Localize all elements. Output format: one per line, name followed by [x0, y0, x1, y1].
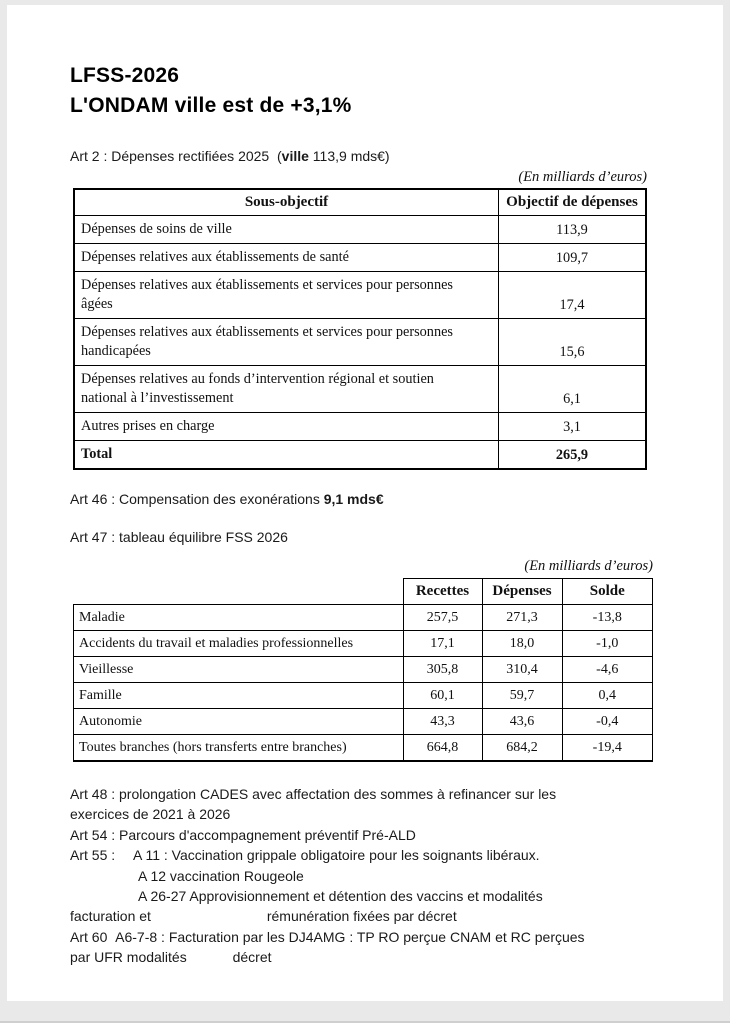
art55-a12-line: A 12 vaccination Rougeole	[138, 867, 304, 884]
row-recettes: 17,1	[403, 631, 482, 657]
table-row	[74, 735, 653, 762]
row-recettes: 60,1	[403, 683, 482, 709]
table1-header-row	[74, 189, 646, 216]
row-value: 6,1	[499, 366, 647, 413]
table-row	[74, 657, 653, 683]
row-label: Toutes branches (hors transferts entre branches)	[79, 740, 347, 755]
row-solde: -1,0	[562, 631, 653, 657]
row-recettes: 43,3	[403, 709, 482, 735]
table1-header-sous-objectif: Sous-objectif	[74, 189, 499, 216]
art55-line: Art 55 : A 11 : Vaccination grippale obligatoire pour les soignants libéraux.	[70, 847, 540, 864]
table-row	[74, 683, 653, 709]
table1-unit-note: (En milliards d’euros)	[518, 169, 647, 185]
art46-bold-text: 9,1 mds€	[323, 491, 384, 507]
table-row	[74, 366, 646, 413]
row-label: Dépenses relatives aux établissements et services pour personnes âgées	[81, 277, 453, 312]
row-solde: -13,8	[562, 605, 653, 631]
row-depenses: 684,2	[482, 735, 562, 762]
main-title: LFSS-2026	[70, 64, 180, 87]
art2-suffix-text: 113,9 mds€)	[308, 148, 390, 164]
row-label: Dépenses relatives aux établissements de santé	[81, 249, 349, 265]
row-depenses: 271,3	[482, 605, 562, 631]
table-row	[74, 631, 653, 657]
art55-facturation-line: facturation et rémunération fixées par décret	[70, 908, 457, 925]
table2-fss-balance	[73, 578, 653, 762]
row-depenses: 310,4	[482, 657, 562, 683]
table2-header-empty	[74, 579, 404, 605]
row-depenses: 43,6	[482, 709, 562, 735]
subtitle: L'ONDAM ville est de +3,1%	[70, 94, 352, 117]
row-label: Dépenses relatives au fonds d’intervention régional et soutien national à l’investissement	[81, 371, 434, 406]
art47-line: Art 47 : tableau équilibre FSS 2026	[70, 529, 288, 545]
row-depenses: 59,7	[482, 683, 562, 709]
row-label: Maladie	[79, 610, 125, 625]
row-solde: 0,4	[562, 683, 653, 709]
row-value: 109,7	[499, 244, 647, 272]
table-row	[74, 319, 646, 366]
table2-header-solde: Solde	[562, 579, 653, 605]
art48-line: Art 48 : prolongation CADES avec affectation des sommes à refinancer sur les	[70, 786, 557, 802]
table1-ondam-expenses	[73, 188, 647, 470]
row-recettes: 664,8	[403, 735, 482, 762]
row-label: Famille	[79, 688, 122, 703]
table-row	[74, 216, 646, 244]
table-row	[74, 605, 653, 631]
row-recettes: 305,8	[403, 657, 482, 683]
row-label: Autres prises en charge	[81, 418, 215, 434]
table-row	[74, 413, 646, 441]
table2-header-row	[74, 579, 653, 605]
table-row	[74, 244, 646, 272]
table2-header-depenses: Dépenses	[482, 579, 562, 605]
row-label: Accidents du travail et maladies professionnelles	[79, 636, 354, 651]
row-solde: -0,4	[562, 709, 653, 735]
row-solde: -19,4	[562, 735, 653, 762]
row-value: 17,4	[499, 272, 647, 319]
document-page	[7, 5, 723, 1001]
art2-text: Art 2 : Dépenses rectifiées 2025 (	[70, 148, 282, 164]
art60-line-wrap: par UFR modalités décret	[70, 949, 272, 966]
table-row	[74, 272, 646, 319]
table1-header-objectif: Objectif de dépenses	[499, 189, 647, 216]
art54-line: Art 54 : Parcours d'accompagnement préventif Pré-ALD	[70, 826, 416, 843]
row-value: 3,1	[499, 413, 647, 441]
art60-line: Art 60 A6-7-8 : Facturation par les DJ4AMG : TP RO perçue CNAM et RC perçues	[70, 928, 585, 945]
row-solde: -4,6	[562, 657, 653, 683]
row-depenses: 18,0	[482, 631, 562, 657]
row-value: 15,6	[499, 319, 647, 366]
table-row	[74, 709, 653, 735]
row-value: 113,9	[499, 216, 647, 244]
table2-header-recettes: Recettes	[403, 579, 482, 605]
art55-a26-line: A 26-27 Approvisionnement et détention des vaccins et modalités	[138, 888, 543, 905]
art2-bold-text: ville	[281, 148, 309, 164]
row-label: Vieillesse	[79, 662, 134, 677]
art46-text: Art 46 : Compensation des exonérations	[70, 491, 324, 507]
art46-line	[70, 490, 723, 509]
art2-line	[70, 147, 723, 166]
row-label: Dépenses relatives aux établissements et services pour personnes handicapées	[81, 324, 453, 359]
art48-line-wrap: exercices de 2021 à 2026	[70, 806, 231, 823]
row-label: Dépenses de soins de ville	[81, 221, 232, 237]
row-label: Autonomie	[79, 714, 142, 729]
row-recettes: 257,5	[403, 605, 482, 631]
articles-list	[70, 784, 720, 968]
row-label: Total	[81, 446, 113, 462]
document-header	[70, 61, 723, 121]
row-value: 265,9	[499, 441, 647, 470]
table2-unit-note: (En milliards d’euros)	[524, 558, 653, 574]
table-row-total	[74, 441, 646, 470]
